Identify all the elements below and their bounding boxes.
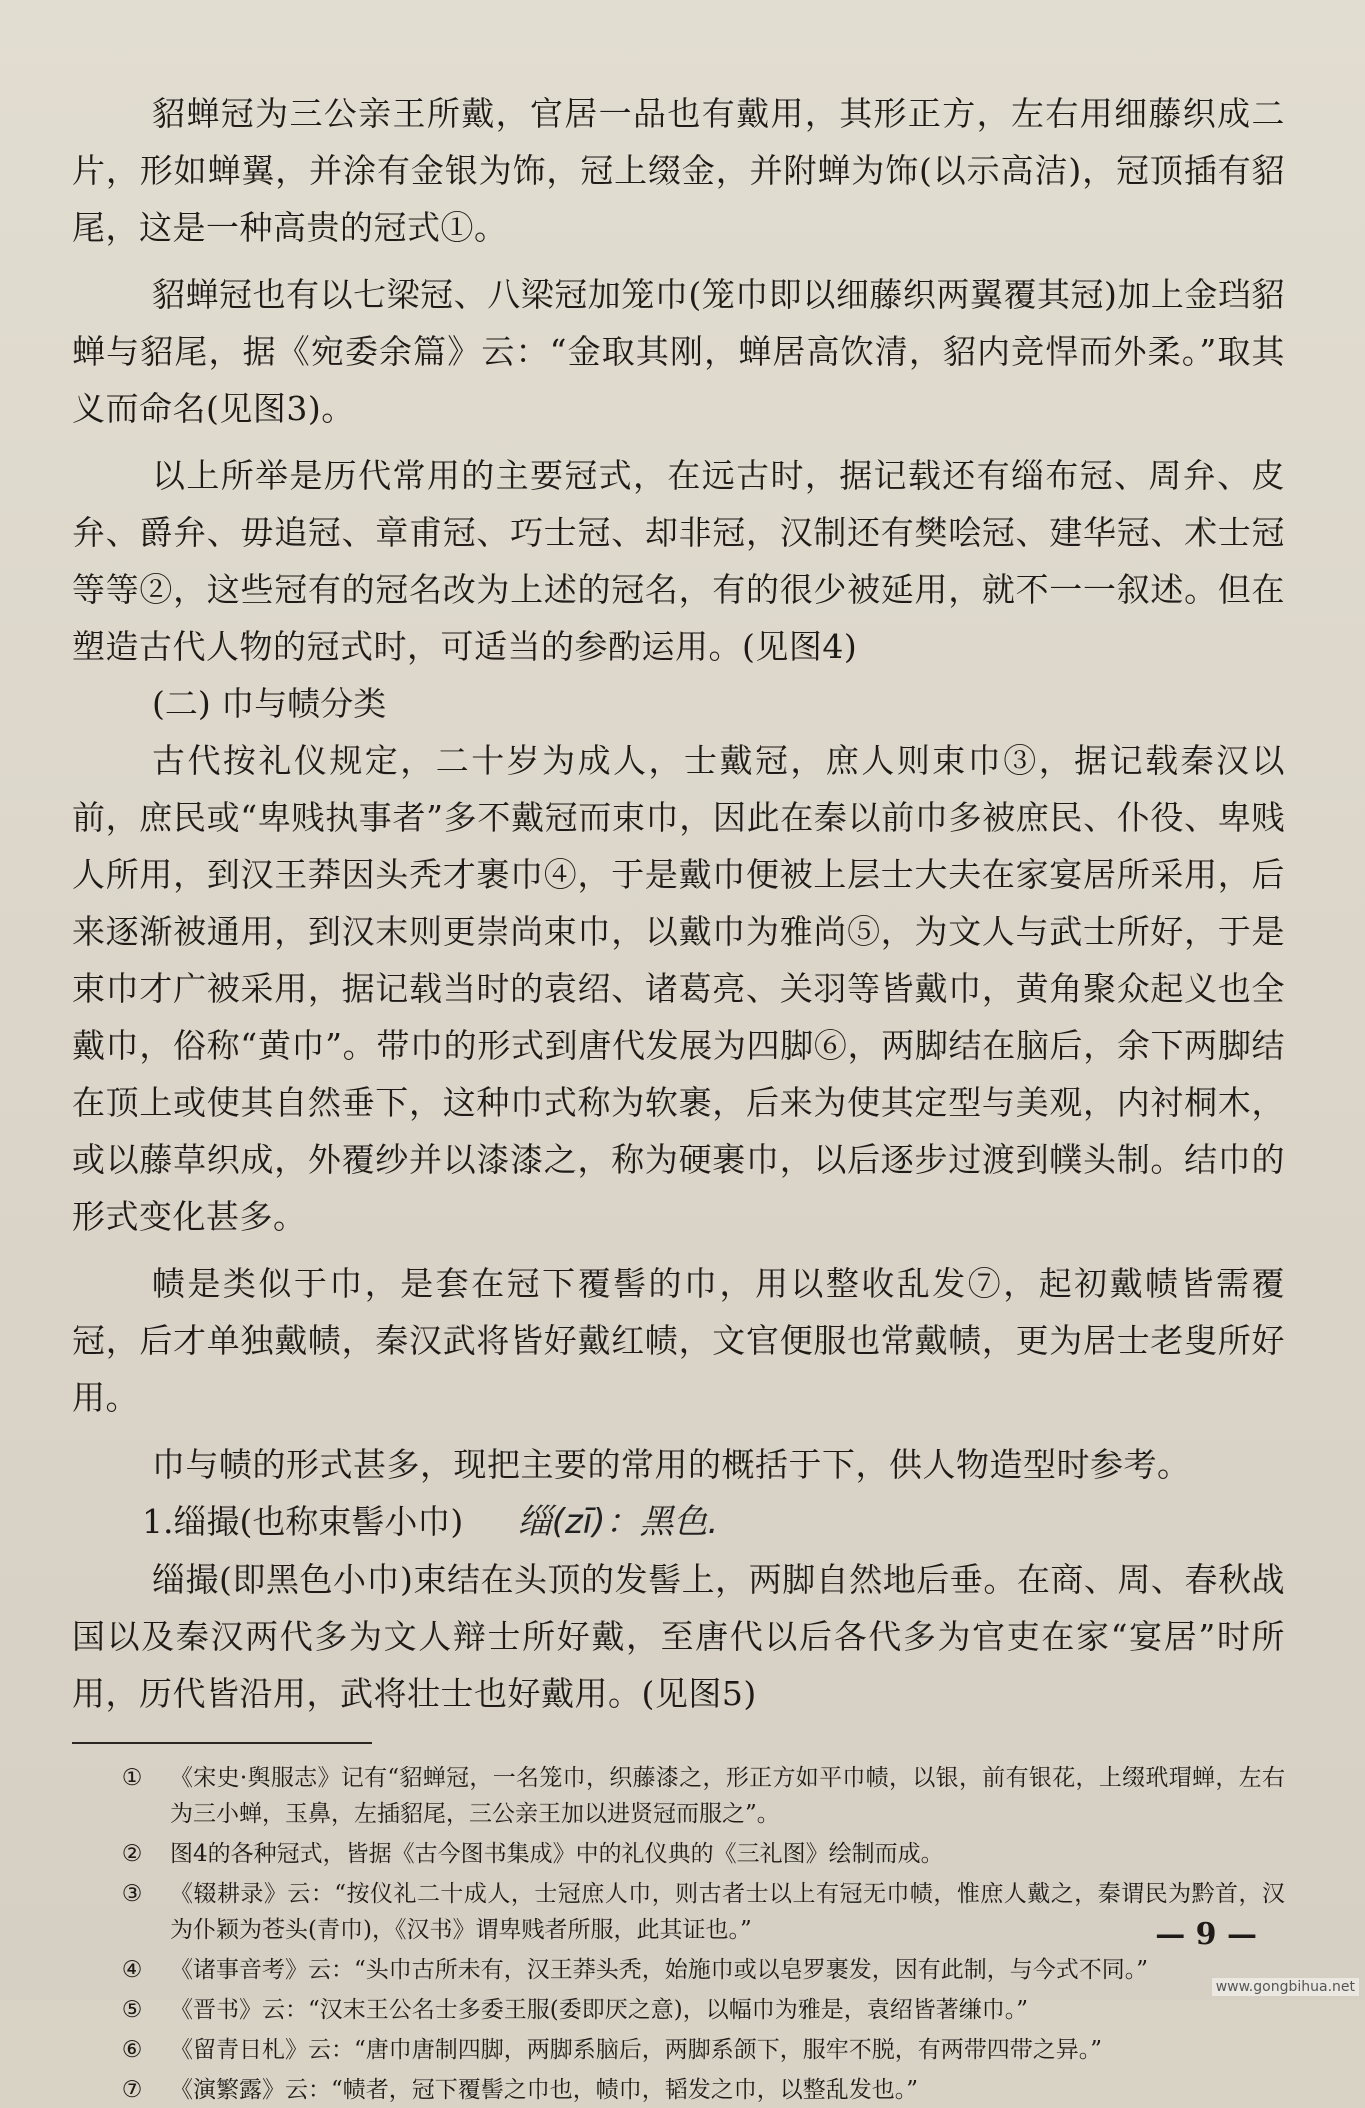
footnote-item xyxy=(72,2032,1285,2068)
footnote-mark: ② xyxy=(121,1841,143,1867)
footnote-mark: ③ xyxy=(121,1881,143,1907)
footnote-text: 《演繁露》云：“帻者，冠下覆髻之巾也，帻巾，韬发之巾，以整乱发也。” xyxy=(170,2077,919,2103)
footnote-text: 《留青日札》云：“唐巾唐制四脚，两脚系脑后，两脚系颌下，服牢不脱，有两带四带之异。” xyxy=(170,2037,1103,2063)
footnotes xyxy=(72,1760,1285,2108)
footnote-text: 《诸事音考》云：“头巾古所未有，汉王莽头秃，始施巾或以皂罗裹发，因有此制，与今式不同。” xyxy=(170,1957,1149,1983)
footnote-mark: ⑤ xyxy=(121,1997,143,2023)
footnote-item xyxy=(72,1760,1285,1832)
footnote-item xyxy=(72,1876,1285,1948)
subheading-text: 1.缁撮(也称束髻小巾) xyxy=(142,1502,464,1541)
paragraph-zicuo: 缁撮(即黑色小巾)束结在头顶的发髻上，两脚自然地后垂。在商、周、春秋战国以及秦汉两代多为文人辩士所好戴，至唐代以后各代多为官吏在家“宴居”时所用，历代皆沿用，武将壮士也好戴用。(见图5) xyxy=(72,1560,1285,1713)
paragraph-forms-intro: 巾与帻的形式甚多，现把主要的常用的概括于下，供人物造型时参考。 xyxy=(152,1445,1191,1484)
paragraph-jin-history: 古代按礼仪规定，二十岁为成人，士戴冠，庶人则束巾③，据记载秦汉以前，庶民或“卑贱执事者”多不戴冠而束巾，因此在秦以前巾多被庶民、仆役、卑贱人所用，到汉王莽因头秃才裹巾④，于是戴巾便被上层士大夫在家宴居所采用，后来逐渐被通用，到汉末则更崇尚束巾，以戴巾为雅尚⑤，为文人与武士所好，于是束巾才广被采用，据记载当时的袁绍、诸葛亮、关羽等皆戴巾，黄角聚众起义也全戴巾，俗称“黄巾”。带巾的形式到唐代发展为四脚⑥，两脚结在脑后，余下两脚结在顶上或使其自然垂下，这种巾式称为软裹，后来为使其定型与美观，内衬桐木，或以藤草织成，外覆纱并以漆漆之，称为硬裹巾，以后逐步过渡到幞头制。结巾的形式变化甚多。 xyxy=(72,741,1285,1236)
footnote-item xyxy=(72,1952,1285,1988)
subheading-zicuo xyxy=(72,1493,1285,1551)
paragraph-diaochan-crown: 貂蝉冠为三公亲王所戴，官居一品也有戴用，其形正方，左右用细藤织成二片，形如蝉翼，并涂有金银为饰，冠上缀金，并附蝉为饰(以示高洁)，冠顶插有貂尾，这是一种高贵的冠式①。 xyxy=(72,94,1285,247)
footnote-text: 图4的各种冠式，皆据《古今图书集成》中的礼仪典的《三礼图》绘制而成。 xyxy=(170,1841,944,1867)
footnote-mark: ④ xyxy=(121,1957,143,1983)
footnote-mark: ① xyxy=(121,1765,143,1791)
footnote-item xyxy=(72,1992,1285,2028)
footnote-text: 《辍耕录》云：“按仪礼二十成人，士冠庶人巾，则古者士以上有冠无巾帻，惟庶人戴之，秦谓民为黔首，汉为仆颖为苍头(青巾)，《汉书》谓卑贱者所服，此其证也。” xyxy=(170,1881,1285,1943)
footnote-divider xyxy=(72,1742,372,1744)
footnote-item xyxy=(72,2072,1285,2108)
section-heading-jin-ze: (二) 巾与帻分类 xyxy=(152,684,387,723)
footnote-text: 《宋史·舆服志》记有“貂蝉冠，一名笼巾，织藤漆之，形正方如平巾帻，以银，前有银花，上缀玳瑁蝉，左右为三小蝉，玉鼻，左插貂尾，三公亲王加以进贤冠而服之”。 xyxy=(170,1765,1285,1827)
paragraph-ze: 帻是类似于巾，是套在冠下覆髻的巾，用以整收乱发⑦，起初戴帻皆需覆冠，后才单独戴帻，秦汉武将皆好戴红帻，文官便服也常戴帻，更为居士老叟所好用。 xyxy=(72,1264,1285,1417)
footnote-mark: ⑥ xyxy=(121,2037,143,2063)
paragraph-longjin: 貂蝉冠也有以七梁冠、八梁冠加笼巾(笼巾即以细藤织两翼覆其冠)加上金珰貂蝉与貂尾，据《宛委余篇》云：“金取其刚，蝉居高饮清，貂内竞悍而外柔。”取其义而命名(见图3)。 xyxy=(72,275,1285,428)
site-watermark: www.gongbihua.net xyxy=(1212,1978,1359,1996)
footnote-mark: ⑦ xyxy=(121,2077,143,2103)
handwritten-note: 缁(zī)：黑色. xyxy=(517,1502,719,1542)
footnote-text: 《晋书》云：“汉末王公名士多委王服(委即厌之意)，以幅巾为雅是，袁绍皆著缣巾。” xyxy=(170,1997,1028,2023)
paragraph-crown-summary: 以上所举是历代常用的主要冠式，在远古时，据记载还有缁布冠、周弁、皮弁、爵弁、毋追冠、章甫冠、巧士冠、却非冠，汉制还有樊哙冠、建华冠、术士冠等等②，这些冠有的冠名改为上述的冠名，有的很少被延用，就不一一叙述。但在塑造古代人物的冠式时，可适当的参酌运用。(见图4) xyxy=(72,456,1285,666)
page-number: — 9 — xyxy=(1155,1917,1257,1952)
footnote-item xyxy=(72,1836,1285,1872)
